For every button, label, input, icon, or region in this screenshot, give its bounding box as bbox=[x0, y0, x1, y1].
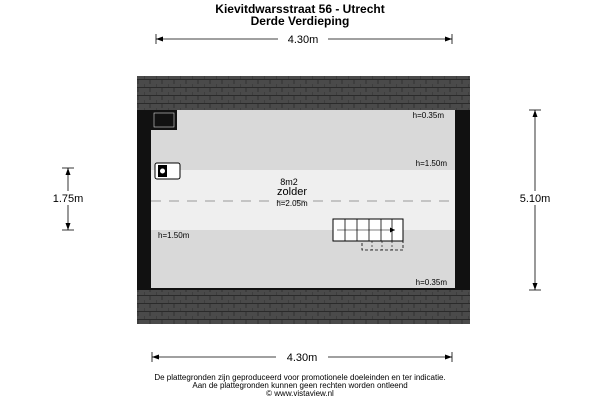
left-dimension bbox=[44, 168, 92, 230]
left-height-label: 1.75m bbox=[52, 193, 84, 205]
roof-top bbox=[137, 76, 470, 112]
height-top: h=0.35m bbox=[412, 111, 444, 120]
top-width-label: 4.30m bbox=[287, 34, 319, 46]
disclaimer-line-2: Aan de plattegronden kunnen geen rechten worden ontleend bbox=[192, 381, 408, 390]
roof-bottom bbox=[137, 288, 470, 324]
floor-title: Derde Verdieping bbox=[250, 14, 350, 28]
boiler-icon bbox=[155, 163, 180, 179]
copyright: © www.vistaview.nl bbox=[266, 389, 334, 398]
right-height-label: 5.10m bbox=[519, 193, 551, 205]
top-dimension bbox=[156, 31, 452, 46]
height-lower-left: h=1.50m bbox=[158, 231, 190, 240]
bottom-width-label: 4.30m bbox=[286, 352, 318, 364]
room-area: 8m2 bbox=[280, 177, 298, 187]
height-bottom: h=0.35m bbox=[415, 278, 447, 287]
address-title: Kievitdwarsstraat 56 - Utrecht bbox=[215, 2, 385, 16]
height-upper-right: h=1.50m bbox=[415, 159, 447, 168]
disclaimer-line-1: De plattegronden zijn geproduceerd voor promotionele doeleinden en ter indicatie. bbox=[154, 373, 446, 382]
room-height: h=2.05m bbox=[276, 199, 308, 208]
room-name: zolder bbox=[277, 186, 307, 198]
right-dimension bbox=[510, 110, 560, 290]
bottom-dimension bbox=[152, 349, 452, 364]
